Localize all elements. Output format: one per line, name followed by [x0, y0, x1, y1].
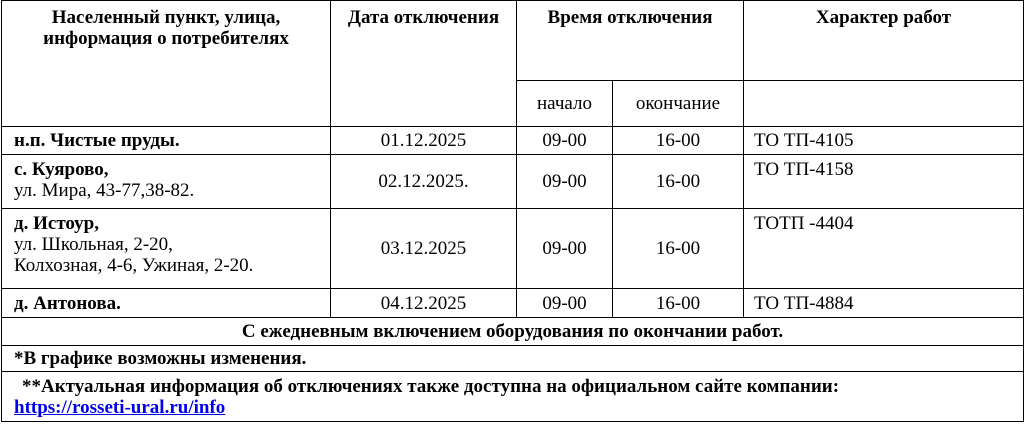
work-cell: ТО ТП-4884 — [744, 289, 1024, 318]
work-cell: ТО ТП-4105 — [744, 127, 1024, 155]
table-row — [2, 289, 1024, 318]
place: н.п. Чистые пруды. — [14, 130, 180, 151]
note-row — [2, 372, 1024, 422]
note-row — [2, 318, 1024, 346]
start-cell: 09-00 — [517, 209, 613, 289]
place: д. Истоур, — [14, 213, 99, 234]
header-work: Характер работ — [744, 1, 1024, 81]
header-location: Населенный пункт, улица, информация о потребителях — [2, 1, 331, 127]
date-cell: 03.12.2025 — [331, 209, 517, 289]
location-cell — [2, 289, 331, 318]
start-cell: 09-00 — [517, 289, 613, 318]
site-note-text: **Актуальная информация об отключениях также доступна на официальном сайте компании: — [22, 376, 840, 397]
location-cell — [2, 127, 331, 155]
date-cell: 04.12.2025 — [331, 289, 517, 318]
table-row — [2, 127, 1024, 155]
table-row — [2, 155, 1024, 209]
location-cell — [2, 209, 331, 289]
table-row — [2, 209, 1024, 289]
place: с. Куярово, — [14, 159, 109, 180]
date-cell: 01.12.2025 — [331, 127, 517, 155]
work-cell: ТОТП -4404 — [744, 209, 1024, 289]
start-cell: 09-00 — [517, 127, 613, 155]
end-cell: 16-00 — [613, 209, 744, 289]
street: Колхозная, 4-6, Ужиная, 2-20. — [14, 255, 254, 276]
work-cell: ТО ТП-4158 — [744, 155, 1024, 209]
site-note — [2, 372, 1024, 422]
end-cell: 16-00 — [613, 289, 744, 318]
note-row — [2, 346, 1024, 372]
end-cell: 16-00 — [613, 127, 744, 155]
street: ул. Мира, 43-77,38-82. — [14, 180, 195, 201]
outage-schedule-table — [1, 0, 1024, 422]
location-cell — [2, 155, 331, 209]
date-cell: 02.12.2025. — [331, 155, 517, 209]
header-time: Время отключения — [517, 1, 744, 81]
changes-note: *В графике возможны изменения. — [2, 346, 1024, 372]
daily-note: С ежедневным включением оборудования по окончании работ. — [2, 318, 1024, 346]
header-end: окончание — [613, 81, 744, 127]
site-link[interactable]: https://rosseti-ural.ru/info — [14, 397, 226, 418]
start-cell: 09-00 — [517, 155, 613, 209]
header-row — [2, 1, 1024, 81]
header-start: начало — [517, 81, 613, 127]
header-date: Дата отключения — [331, 1, 517, 127]
end-cell: 16-00 — [613, 155, 744, 209]
header-work-empty — [744, 81, 1024, 127]
place: д. Антонова. — [14, 292, 121, 314]
street: ул. Школьная, 2-20, — [14, 234, 173, 255]
